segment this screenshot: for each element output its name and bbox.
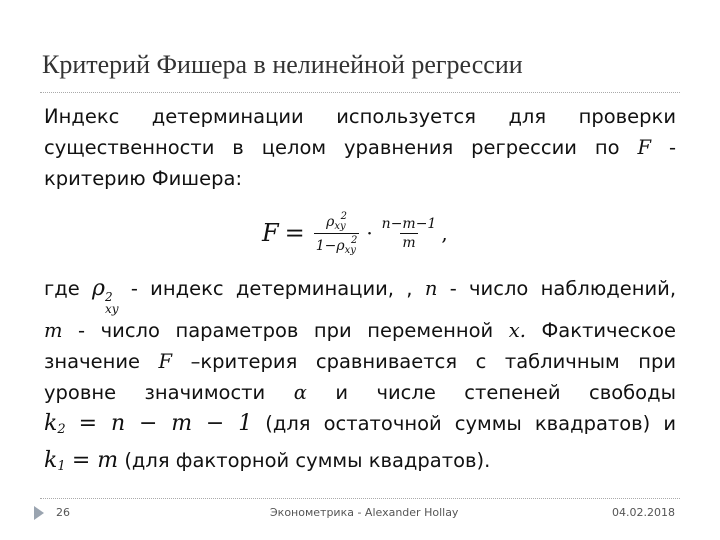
title-divider bbox=[40, 92, 680, 93]
explanation-line-3: значение F –критерия сравнивается с табличным при bbox=[44, 350, 677, 373]
slide-number: 26 bbox=[56, 506, 70, 519]
slide-arrow-icon bbox=[34, 506, 44, 520]
explanation-paragraph bbox=[44, 273, 676, 482]
formula-fraction-2: $\frac{n-m-1}{m}$ bbox=[381, 215, 437, 251]
footer-author: Эконометрика - Alexander Hollay bbox=[270, 506, 459, 519]
footer-divider bbox=[40, 498, 680, 499]
formula-fraction-1: $\frac{\rho_{xy}^2}{1-\rho_{xy}^2}$ bbox=[315, 210, 358, 256]
footer-date: 04.02.2018 bbox=[612, 506, 675, 519]
intro-line-1: Индекс детерминации используется для проверки bbox=[44, 105, 676, 128]
explanation-line-2: m - число параметров при переменной x. Фактическое bbox=[44, 319, 676, 342]
intro-line-2: существенности в целом уравнения регрессии по F - bbox=[44, 136, 676, 159]
explanation-line-1: где ρ 2 xy - индекс детерминации, , n - число наблюдений, bbox=[44, 276, 677, 316]
explanation-line-5: $k_2 = n - m - 1$ (для остаточной суммы квадратов) и bbox=[44, 411, 677, 437]
formula-trail: , bbox=[441, 221, 448, 245]
formula-dot: · bbox=[366, 221, 373, 245]
intro-paragraph bbox=[44, 101, 676, 194]
formula-lhs: F bbox=[262, 219, 279, 247]
explanation-line-4: уровне значимости α и числе степеней свободы bbox=[44, 381, 676, 404]
explanation-line-6: $k_1 = m$ (для факторной суммы квадратов). bbox=[44, 448, 491, 474]
intro-line-3: критерию Фишера: bbox=[44, 167, 243, 190]
fisher-formula: F = $\frac{\rho_{xy}^2}{1-\rho_{xy}^2}$ · $\frac{n-m-1}{m}$ , bbox=[262, 210, 448, 256]
slide-title: Критерий Фишера в нелинейной регрессии bbox=[42, 50, 523, 79]
